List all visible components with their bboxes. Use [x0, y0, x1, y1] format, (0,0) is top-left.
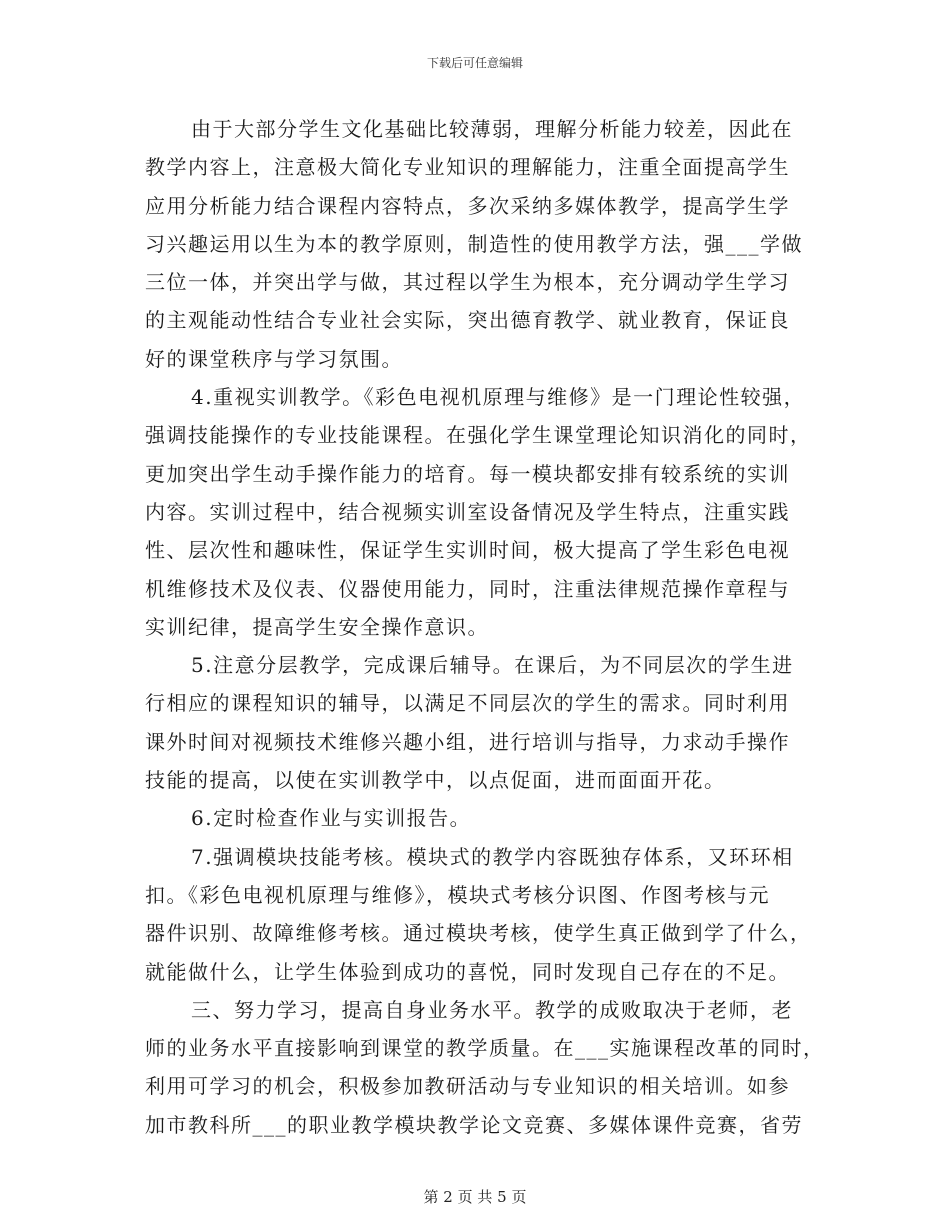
- text-line: 机维修技术及仪表、仪器使用能力，同时，注重法律规范操作章程与: [145, 576, 790, 601]
- text-line: 7.强调模块技能考核。模块式的教学内容既独存体系，又环环相: [191, 844, 794, 869]
- text-line: 行相应的课程知识的辅导，以满足不同层次的学生的需求。同时利用: [145, 691, 790, 716]
- text-line: 应用分析能力结合课程内容特点，多次采纳多媒体教学，提高学生学: [145, 193, 790, 218]
- paragraph: [145, 110, 807, 378]
- paragraph: [145, 991, 825, 1144]
- text-line: 师的业务水平直接影响到课堂的教学质量。在___实施课程改革的同时，: [145, 1036, 825, 1061]
- text-line: 三位一体，并突出学与做，其过程以学生为根本，充分调动学生学习: [145, 270, 790, 295]
- text-line: 性、层次性和趣味性，保证学生实训时间，极大提高了学生彩色电视: [145, 538, 790, 563]
- text-line: 扣。《彩色电视机原理与维修》，模块式考核分识图、作图考核与元: [145, 882, 770, 907]
- text-line: 利用可学习的机会，积极参加教研活动与专业知识的相关培训。如参: [145, 1074, 790, 1099]
- paragraph: [145, 378, 812, 646]
- text-line: 加市教科所___的职业教学模块教学论文竞赛、多媒体课件竞赛，省劳: [145, 1112, 803, 1137]
- paragraph: [145, 838, 812, 991]
- text-line: 的主观能动性结合专业社会实际，突出德育教学、就业教育，保证良: [145, 308, 790, 333]
- text-line: 器件识别、故障维修考核。通过模块考核，使学生真正做到学了什么，: [145, 921, 812, 946]
- text-line: 5.注意分层教学，完成课后辅导。在课后，为不同层次的学生进: [191, 653, 794, 678]
- text-line: 由于大部分学生文化基础比较薄弱，理解分析能力较差，因此在: [191, 117, 793, 141]
- paragraph: [145, 799, 807, 837]
- text-line: 4.重视实训教学。《彩色电视机原理与维修》是一门理论性较强，: [191, 385, 806, 410]
- text-line: 更加突出学生动手操作能力的培育。每一模块都安排有较系统的实训: [145, 461, 790, 486]
- paragraph: [145, 646, 807, 799]
- text-line: 技能的提高，以使在实训教学中，以点促面，进而面面开花。: [145, 768, 726, 793]
- page-footer: 第 2 页 共 5 页: [423, 1188, 527, 1206]
- text-line: 好的课堂秩序与学习氛围。: [145, 346, 403, 371]
- text-line: 强调技能操作的专业技能课程。在强化学生课堂理论知识消化的同时，: [145, 423, 812, 448]
- page-header: 下载后可任意编辑: [426, 56, 523, 70]
- text-line: 教学内容上，注意极大简化专业知识的理解能力，注重全面提高学生: [145, 155, 790, 180]
- text-line: 三、努力学习，提高自身业务水平。教学的成败取决于老师，老: [191, 997, 793, 1022]
- text-line: 就能做什么，让学生体验到成功的喜悦，同时发现自己存在的不足。: [145, 959, 790, 984]
- text-line: 实训纪律，提高学生安全操作意识。: [145, 614, 489, 639]
- text-line: 习兴趣运用以生为本的教学原则，制造性的使用教学方法，强___学做: [145, 231, 803, 256]
- document-body: [145, 110, 825, 1144]
- text-line: 课外时间对视频技术维修兴趣小组，进行培训与指导，力求动手操作: [145, 729, 790, 754]
- text-line: 6.定时检查作业与实训报告。: [191, 806, 472, 831]
- text-line: 内容。实训过程中，结合视频实训室设备情况及学生特点，注重实践: [145, 499, 790, 524]
